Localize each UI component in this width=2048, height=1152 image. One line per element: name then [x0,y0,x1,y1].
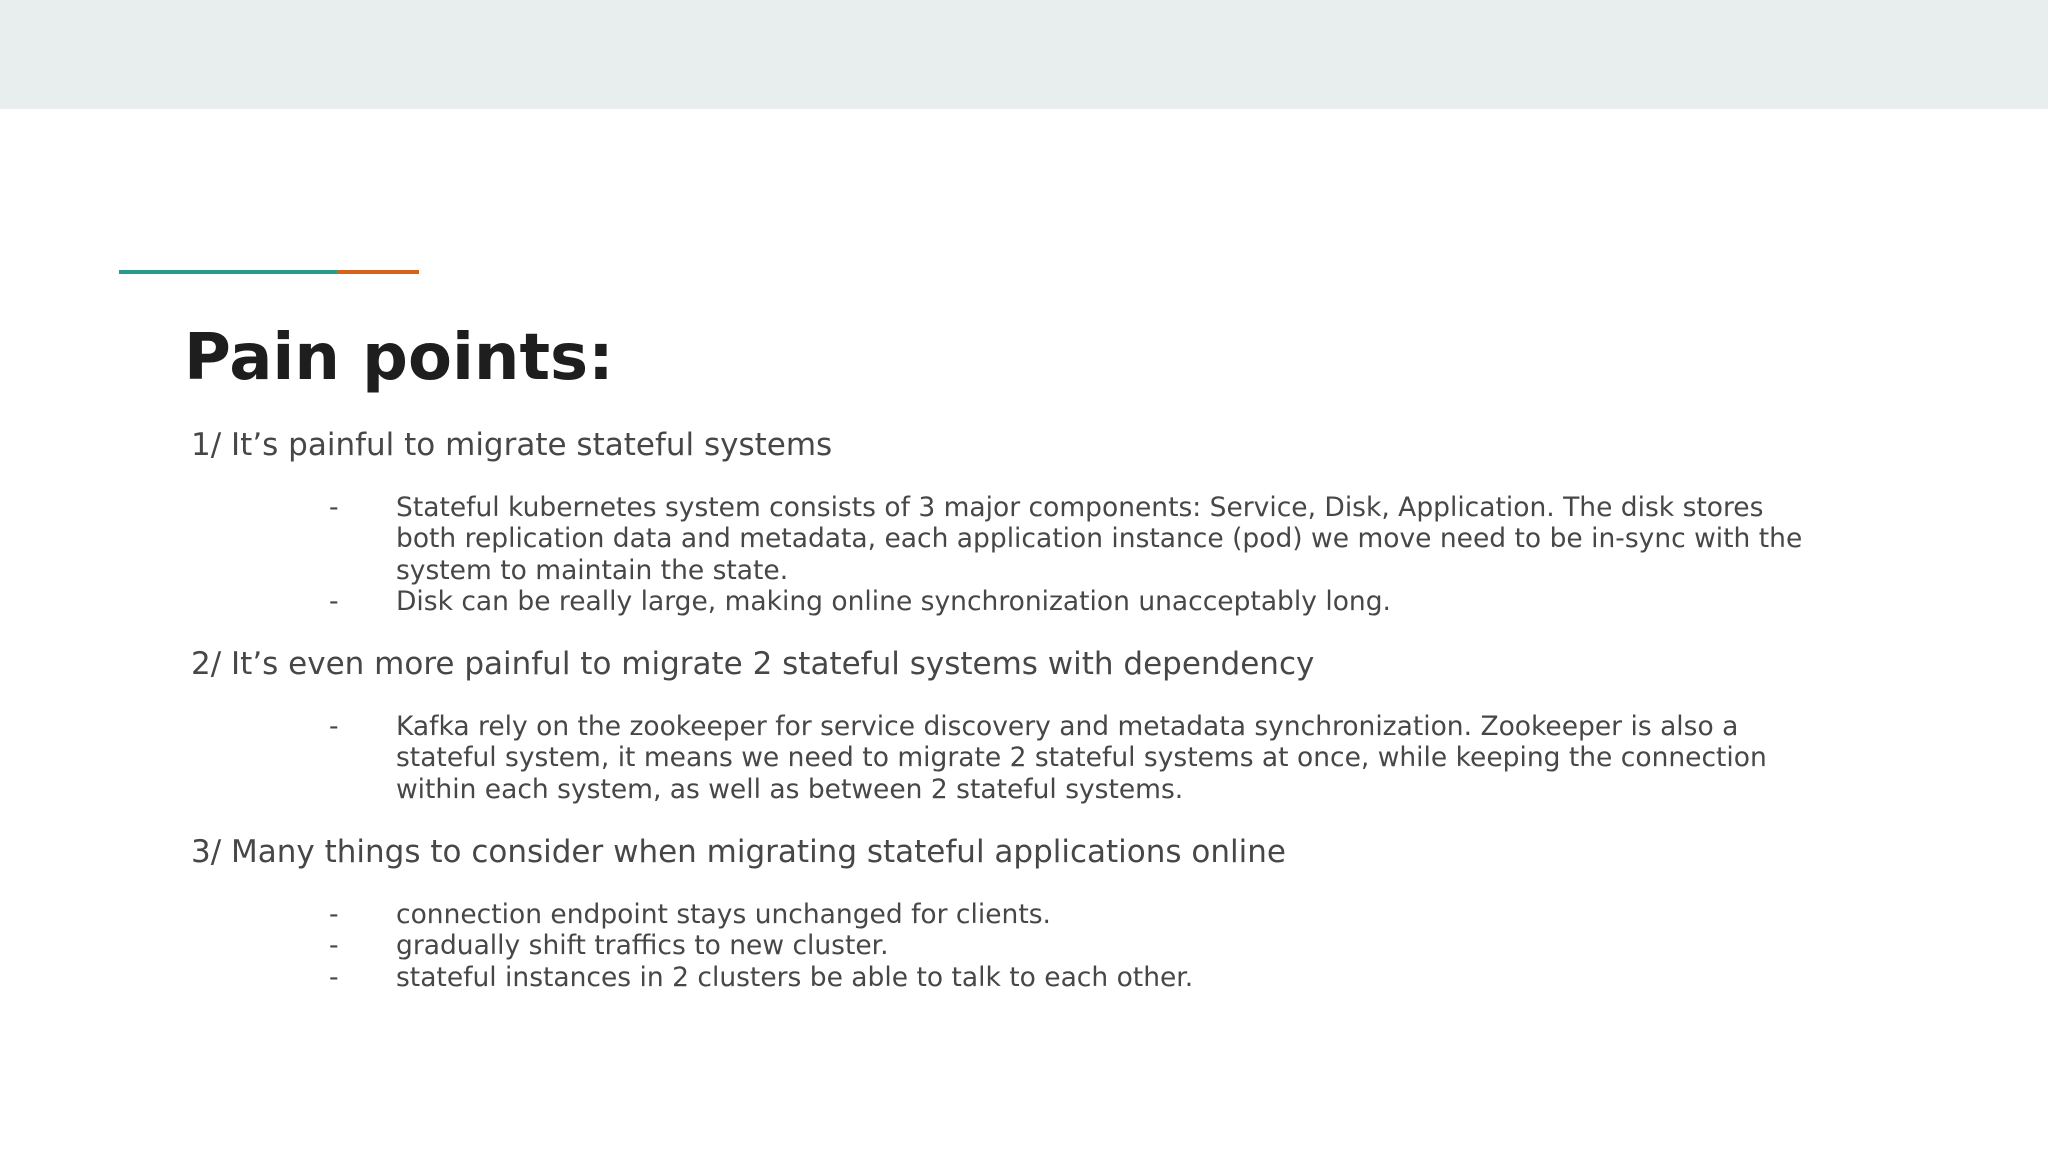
list-item [191,962,1827,993]
section-1 [191,424,1891,643]
accent-line-orange-segment [337,270,419,274]
bullet-dash: - [329,492,339,523]
top-header-band [0,0,2048,109]
bullet-dash: - [329,930,339,962]
bullet-text: gradually shift traffics to new cluster. [396,930,889,962]
list-item [191,930,1827,961]
bullet-text: Kafka rely on the zookeeper for service discovery and metadata synchronization. Zookeeper is also a stateful system, it means we need to migrate 2 stateful systems at once, while keeping the connection within each system, as well as between 2 stateful systems. [396,711,1767,805]
bullet-text: stateful instances in 2 clusters be able to talk to each other. [396,961,1194,993]
bullet-text: Disk can be really large, making online synchronization unacceptably long. [396,585,1391,617]
section-2 [191,643,1891,831]
bullet-list [191,492,1891,617]
list-item [191,586,1827,617]
bullet-text: Stateful kubernetes system consists of 3 major components: Service, Disk, Application. The disk stores both replication data and metadata, each application instance (pod) we move need to be in-sync with the system to maintain the state. [396,492,1803,586]
slide-title: Pain points: [184,321,614,395]
section-heading: 2/ It’s even more painful to migrate 2 stateful systems with dependency [191,646,1315,683]
section-spacer [191,617,1891,643]
section-heading: 3/ Many things to consider when migrating stateful applications online [191,834,1286,871]
bullet-list [191,711,1891,805]
bullet-dash: - [329,711,339,743]
list-item [191,899,1827,930]
bullet-list [191,899,1891,993]
bullet-dash: - [329,961,339,993]
section-heading: 1/ It’s painful to migrate stateful systems [191,427,833,463]
bullet-dash: - [329,585,339,617]
title-accent-line [119,270,419,274]
bullet-text: connection endpoint stays unchanged for clients. [396,899,1051,931]
list-item [191,711,1827,805]
section-spacer [191,805,1891,831]
bullet-dash: - [329,899,339,931]
slide-body [191,424,1891,993]
list-item [191,492,1827,586]
section-3 [191,831,1891,993]
accent-line-teal-segment [119,270,337,274]
